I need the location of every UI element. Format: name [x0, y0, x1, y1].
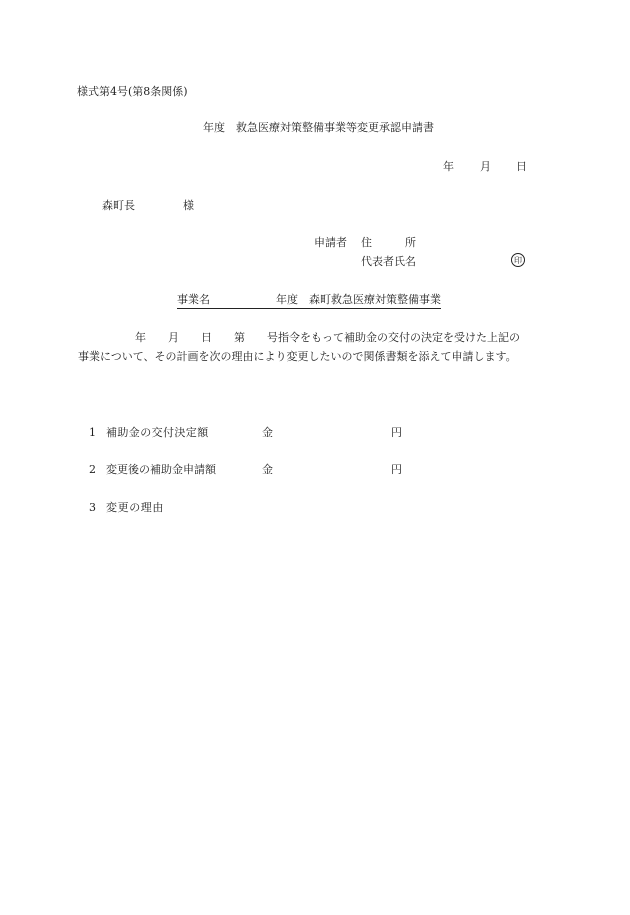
form-number: 様式第4号(第8条関係) [77, 85, 188, 98]
date-month-label: 月 [480, 160, 491, 173]
project-name-line: 事業名 年度 森町救急医療対策整備事業 [177, 293, 441, 309]
addressee-honorific: 様 [183, 199, 194, 212]
date-day-label: 日 [516, 160, 527, 173]
addressee-name: 森町長 [102, 199, 135, 212]
item-1-yen: 円 [391, 426, 402, 439]
item-2-kin: 金 [262, 463, 273, 476]
representative-name-label: 代表者氏名 [361, 255, 416, 268]
item-2-label: 変更後の補助金申請額 [106, 463, 216, 476]
item-1-number: 1 [89, 426, 96, 439]
applicant-label: 申請者 [314, 236, 347, 249]
item-1-kin: 金 [262, 426, 273, 439]
item-2-yen: 円 [391, 463, 402, 476]
document-title: 年度 救急医療対策整備事業等変更承認申請書 [203, 121, 434, 134]
item-3-label: 変更の理由 [106, 501, 164, 514]
body-text-line-1: 年 月 日 第 号指令をもって補助金の交付の決定を受けた上記の [135, 331, 520, 344]
body-text-line-2: 事業について、その計画を次の理由により変更したいので関係書類を添えて申請します。 [78, 350, 517, 363]
item-3-number: 3 [89, 501, 96, 514]
seal-mark: 印 [511, 253, 525, 267]
date-year-label: 年 [443, 160, 454, 173]
address-label: 住 所 [361, 236, 416, 249]
item-2-number: 2 [89, 463, 96, 476]
item-1-label: 補助金の交付決定額 [106, 426, 209, 439]
